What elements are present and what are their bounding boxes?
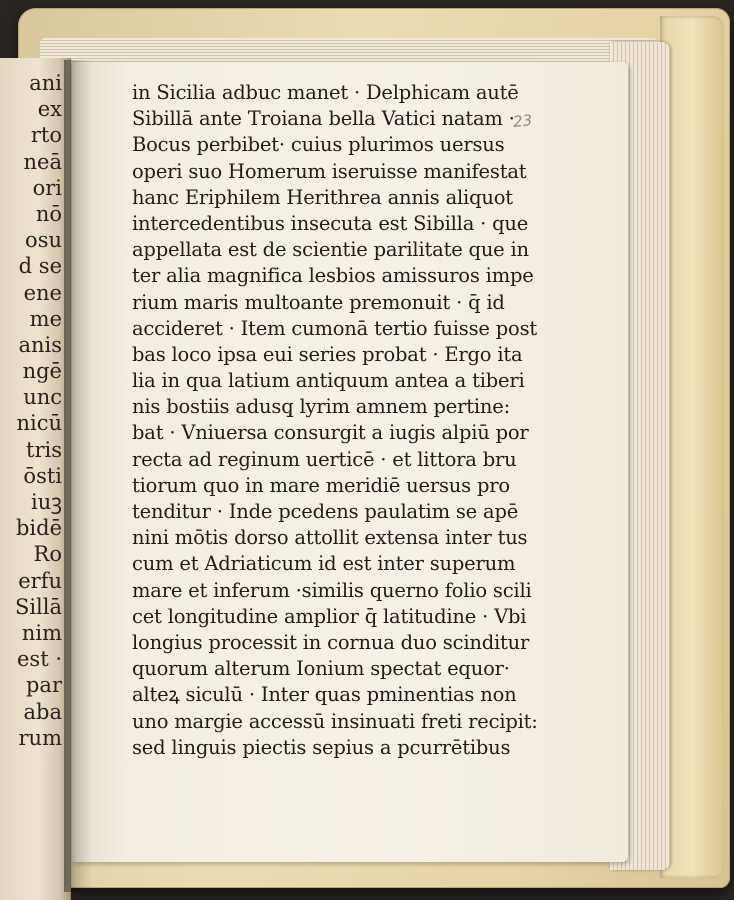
recto-line: alteꝝ siculū · Inter quas pminentias non: [132, 683, 517, 707]
verso-line: me: [29, 306, 62, 331]
verso-line: nicū: [16, 411, 62, 436]
recto-line: tiorum quo in mare meridiē uersus pro: [132, 473, 510, 497]
recto-line: operi suo Homerum iseruisse manifestat: [132, 159, 527, 183]
verso-line: aba: [23, 699, 62, 724]
recto-line: lia in qua latium antiquum antea a tiberi: [132, 369, 525, 393]
verso-line: nō: [35, 201, 62, 226]
verso-line: nim: [21, 620, 62, 645]
recto-line: sed linguis piectis sepius a pcurrētibus: [132, 735, 511, 759]
recto-line: rium maris multoante premonuit · q̄ id: [132, 290, 505, 314]
verso-line: Sillā: [14, 594, 62, 619]
recto-line: appellata est de scientie parilitate que in: [132, 238, 529, 262]
recto-line: nini mōtis dorso attollit extensa inter tus: [132, 526, 528, 550]
recto-line: bas loco ipsa eui series probat · Ergo ita: [132, 342, 523, 366]
verso-page: [0, 58, 71, 900]
recto-line: Sibillā ante Troiana bella Vatici natam ·: [132, 107, 515, 131]
recto-line: mare et inferum ·similis querno folio scili: [132, 578, 532, 602]
verso-line: Ro: [33, 542, 62, 567]
recto-line: tenditur · Inde pcedens paulatim se apē: [132, 500, 519, 523]
verso-line: iuꝫ: [31, 490, 62, 514]
recto-line: nis bostiis adusq̧ lyrim amnem pertine:: [132, 395, 510, 419]
verso-line: unc: [23, 385, 62, 410]
verso-line: anis: [18, 332, 62, 357]
verso-line: est ·: [17, 647, 62, 672]
verso-line: ori: [32, 175, 62, 200]
verso-text-fragments: [0, 70, 66, 751]
verso-line: ene: [23, 280, 62, 305]
recto-line: intercedentibus insecuta est Sibilla · que: [132, 211, 529, 235]
verso-line: tris: [26, 437, 62, 462]
gutter-shadow: [64, 60, 92, 892]
recto-line: ter alia magnifica lesbios amissuros impe: [132, 264, 534, 288]
recto-line: bat · Vniuersa consurgit a iugis alpiū por: [132, 421, 529, 445]
verso-line: ex: [37, 97, 62, 122]
recto-line: cet longitudine amplior q̄ latitudine · Vbi: [132, 604, 527, 628]
verso-line: ngē: [22, 359, 62, 384]
folio-annotation: 23: [512, 111, 533, 131]
recto-line: recta ad reginum uerticē · et littora bru: [132, 447, 517, 471]
verso-line: ōsti: [23, 463, 62, 488]
recto-line: uno margie accessū insinuati freti recipit:: [132, 709, 538, 733]
recto-line: in Sicilia adbuc manet · Delphicam autē: [132, 81, 519, 104]
recto-line: quorum alterum Ionium spectat equor·: [132, 657, 510, 681]
page-block-top-edge: [40, 38, 660, 64]
recto-line: cum et Adriaticum id est inter superum: [132, 552, 516, 576]
verso-line: d se: [18, 254, 62, 279]
verso-line: rto: [30, 123, 62, 148]
recto-line: Bocus perbibet· cuius plurimos uersus: [132, 133, 505, 157]
verso-line: par: [25, 673, 62, 698]
verso-line: rum: [18, 725, 62, 750]
recto-line: hanc Eriphilem Herithrea annis aliquot: [132, 185, 513, 209]
verso-line: bidē: [15, 516, 62, 541]
verso-line: erfu: [18, 568, 62, 593]
recto-line: longius processit in cornua duo scinditur: [132, 630, 530, 654]
verso-line: osu: [25, 228, 62, 253]
recto-line: accideret · Item cumonā tertio fuisse post: [132, 316, 538, 340]
verso-line: ani: [29, 71, 62, 95]
verso-line: neā: [23, 149, 62, 174]
